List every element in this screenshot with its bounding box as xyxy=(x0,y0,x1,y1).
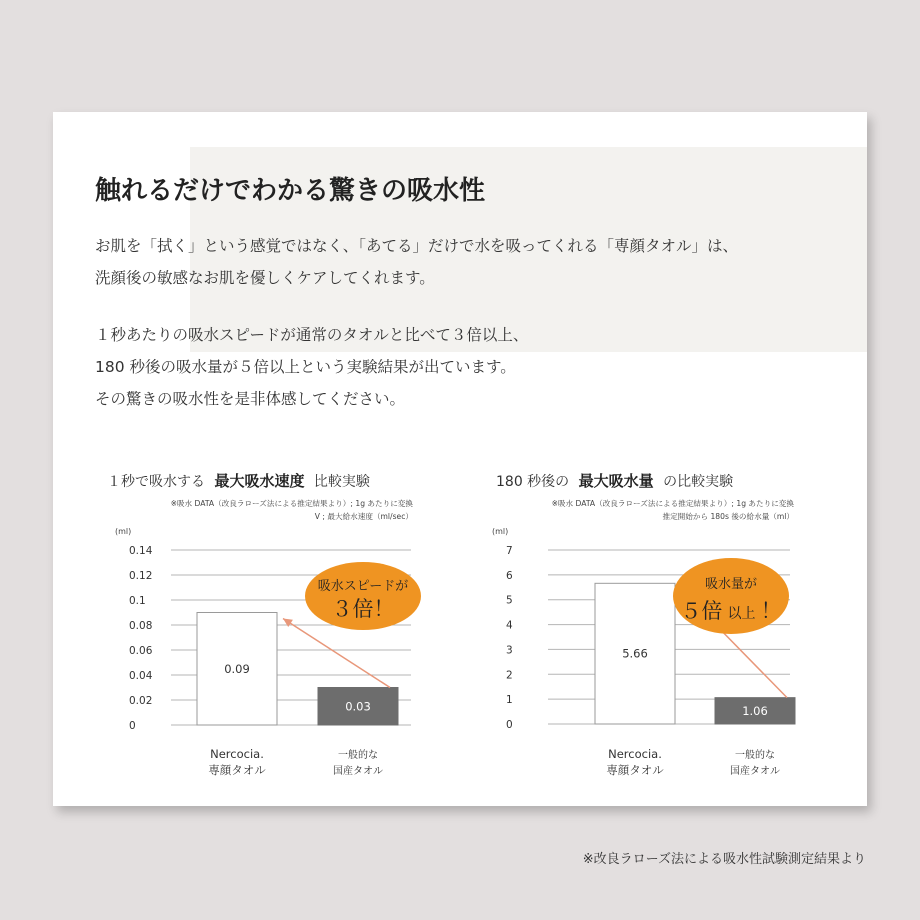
intro-paragraph xyxy=(95,230,738,294)
intro-line-1: お肌を「拭く」という感覚ではなく、「あてる」だけで水を吸ってくれる「専顔タオル」は、 xyxy=(95,237,738,255)
callout-emphasis: ５倍 xyxy=(680,599,723,623)
volume-chart xyxy=(478,460,823,784)
bar-value-label: 1.06 xyxy=(742,703,768,718)
y-axis-unit: (ml) xyxy=(115,527,132,536)
page-title: 触れるだけでわかる驚きの吸水性 xyxy=(95,176,486,206)
y-tick-label: 4 xyxy=(506,619,513,632)
y-tick-label: 0.04 xyxy=(129,670,153,682)
y-tick-label: 0.12 xyxy=(129,570,153,582)
y-tick-label: 2 xyxy=(506,669,513,682)
callout-line-2: ３倍！ xyxy=(331,597,395,621)
y-tick-label: 5 xyxy=(506,594,513,607)
category-label-0-line-2: 専顔タオル xyxy=(208,763,266,777)
y-tick-label: 0.02 xyxy=(129,695,153,707)
speed-chart xyxy=(95,460,435,784)
category-label-0-line-1: Nercocia. xyxy=(608,747,662,761)
chart-title xyxy=(496,472,733,490)
y-tick-label: 0.1 xyxy=(129,595,146,607)
category-label-0-line-1: Nercocia. xyxy=(210,747,264,761)
intro-line-2: 洗顔後の敏感なお肌を優しくケアしてくれます。 xyxy=(95,269,435,287)
callout-qualifier: 以上 xyxy=(727,606,756,622)
chart-note-2: V ; 最大給水速度（ml/sec） xyxy=(314,512,413,521)
y-tick-label: 1 xyxy=(506,694,513,707)
y-tick-label: 3 xyxy=(506,644,513,657)
y-tick-label: 0.08 xyxy=(129,620,153,632)
chart-title-suffix: の比較実験 xyxy=(663,474,734,490)
y-tick-label: 0.14 xyxy=(129,545,153,557)
footnote: ※改良ラローズ法による吸水性試験測定結果より xyxy=(582,852,866,867)
y-tick-label: 0 xyxy=(506,719,513,731)
chart-title xyxy=(107,472,370,490)
bar-value-label: 5.66 xyxy=(622,646,648,661)
y-tick-label: 0.06 xyxy=(129,645,153,657)
category-label-1-line-1: 一般的な xyxy=(338,750,378,761)
bar-value-label: 0.03 xyxy=(345,699,371,714)
y-tick-label: 7 xyxy=(506,545,513,557)
content-card xyxy=(53,112,867,806)
arrow-head xyxy=(283,619,293,628)
y-tick-layer xyxy=(506,545,513,731)
category-label-1-line-2: 国産タオル xyxy=(730,766,780,777)
callout-exclamation: ！ xyxy=(760,599,782,623)
y-tick-label: 0 xyxy=(129,720,136,732)
speed-chart-svg xyxy=(95,460,435,780)
category-label-1-line-2: 国産タオル xyxy=(333,766,383,777)
y-tick-label: 6 xyxy=(506,569,513,582)
result-paragraph xyxy=(95,319,528,415)
chart-title-suffix: 比較実験 xyxy=(313,474,370,490)
chart-title-emphasis: 最大吸水速度 xyxy=(214,472,305,490)
chart-title-prefix: １秒で吸水する xyxy=(107,474,205,490)
result-line-3: その驚きの吸水性を是非体感してください。 xyxy=(95,390,406,408)
chart-title-prefix: 180 秒後の xyxy=(496,474,570,490)
y-tick-layer xyxy=(129,545,153,732)
category-label-1-line-1: 一般的な xyxy=(735,750,775,761)
chart-note-2: 推定開始から 180s 後の給水量（ml） xyxy=(662,512,794,521)
result-line-2: 180 秒後の吸水量が５倍以上という実験結果が出ています。 xyxy=(95,358,516,376)
chart-note-1: ※吸水 DATA（改良ラローズ法による推定結果より）; 1g あたりに変換 xyxy=(551,499,794,508)
bar-value-label: 0.09 xyxy=(224,661,250,676)
callout-line-1: 吸水スピードが xyxy=(317,579,409,594)
chart-title-emphasis: 最大吸水量 xyxy=(578,472,654,490)
volume-chart-svg xyxy=(478,460,823,780)
y-axis-unit: (ml) xyxy=(492,527,509,536)
callout-line-1: 吸水量が xyxy=(704,577,758,592)
chart-note-1: ※吸水 DATA（改良ラローズ法による推定結果より）; 1g あたりに変換 xyxy=(170,499,413,508)
result-line-1: １秒あたりの吸水スピードが通常のタオルと比べて３倍以上、 xyxy=(95,326,529,344)
category-label-0-line-2: 専顔タオル xyxy=(606,763,664,777)
